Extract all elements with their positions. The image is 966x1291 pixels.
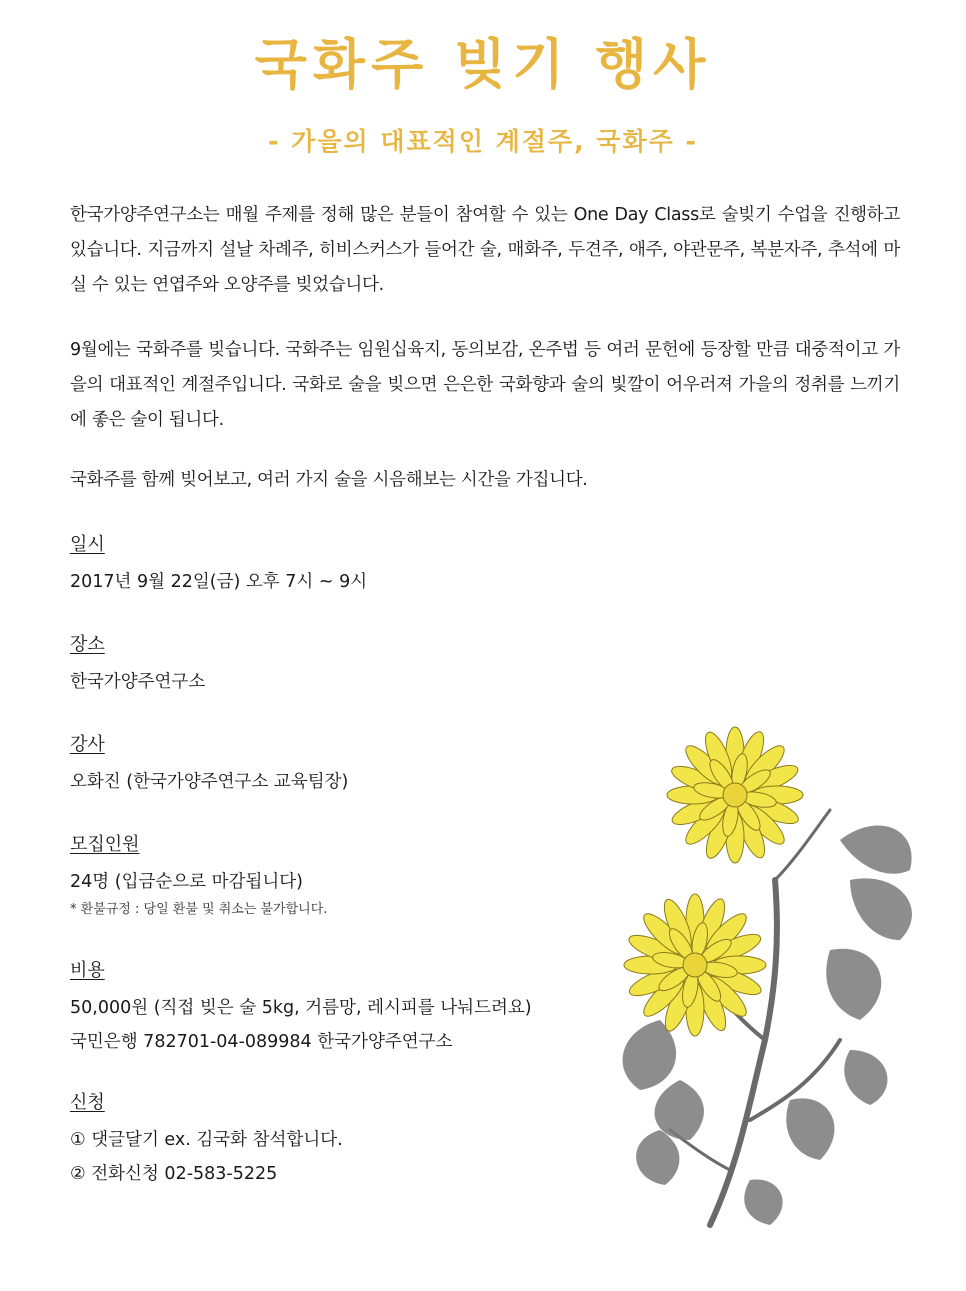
date-value: 2017년 9월 22일(금) 오후 7시 ~ 9시 (70, 572, 368, 592)
lecturer-value: 오화진 (한국가양주연구소 교육팀장) (70, 772, 349, 792)
place-section (70, 632, 205, 699)
place-value: 한국가양주연구소 (70, 672, 206, 692)
cost-heading: 비용 (70, 960, 105, 981)
apply-section (70, 1090, 343, 1191)
apply-method-phone: ② 전화신청 02-583-5225 (70, 1164, 278, 1184)
refund-note: * 환불규정 : 당일 환불 및 취소는 불가합니다. (70, 902, 328, 917)
lower-flower (624, 894, 766, 1036)
cost-section (70, 958, 532, 1059)
apply-method-comment: ① 댓글달기 ex. 김국화 참석합니다. (70, 1130, 343, 1150)
cost-value: 50,000원 (직접 빚은 술 5kg, 거름망, 레시피를 나눠드려요) (70, 998, 532, 1018)
lecturer-heading: 강사 (70, 734, 105, 755)
activity-paragraph: 국화주를 함께 빚어보고, 여러 가지 술을 시음해보는 시간을 가집니다. (70, 470, 588, 490)
date-heading: 일시 (70, 534, 105, 555)
date-section (70, 532, 367, 599)
recruit-value: 24명 (입금순으로 마감됩니다) (70, 872, 304, 892)
recruit-heading: 모집인원 (70, 834, 140, 855)
bank-account: 국민은행 782701-04-089984 한국가양주연구소 (70, 1032, 453, 1052)
upper-flower (667, 727, 803, 863)
apply-heading: 신청 (70, 1092, 105, 1113)
page-title: 국화주 빚기 행사 (254, 33, 712, 96)
recruit-section (70, 832, 327, 921)
lecturer-section (70, 732, 348, 799)
place-heading: 장소 (70, 634, 105, 655)
september-paragraph: 9월에는 국화주를 빚습니다. 국화주는 임원십육지, 동의보감, 온주법 등 여러 문헌에 등장할 만큼 대중적이고 가을의 대표적인 계절주입니다. 국화로 술을 빚으면 은은한 국화향과 술의 빛깔이 어우러져 가을의 정취를 느끼기에 좋은 술이 됩니다. (70, 340, 900, 430)
intro-paragraph: 한국가양주연구소는 매월 주제를 정해 많은 분들이 참여할 수 있는 One Day Class로 술빚기 수업을 진행하고 있습니다. 지금까지 설날 차례주, 히비스커스가 들어간 술, 매화주, 두견주, 애주, 야관문주, 복분자주, 추석에 마실 수 있는 연엽주와 오양주를 빚었습니다. (70, 205, 900, 295)
page-subtitle: - 가을의 대표적인 계절주, 국화주 - (268, 127, 698, 156)
chrysanthemum-illustration (600, 720, 940, 1240)
